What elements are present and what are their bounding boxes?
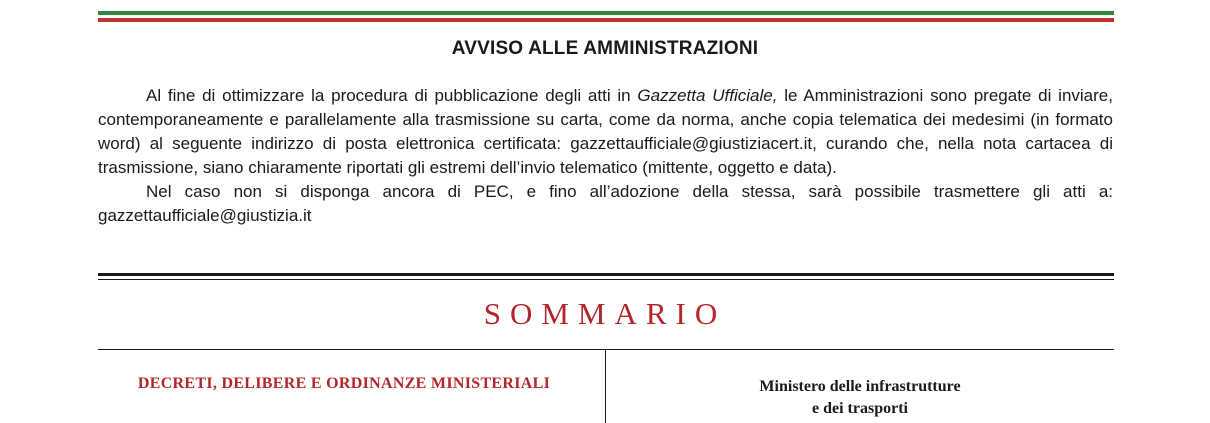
paragraph-2-text: Nel caso non si disponga ancora di PEC, e fino all’adozione della stessa, sarà possibile trasmettere gli atti a: — [146, 182, 1113, 201]
section-heading-ministero — [606, 376, 1114, 420]
section-heading-decreti: DECRETI, DELIBERE E ORDINANZE MINISTERIALI — [137, 375, 551, 392]
notice-body — [98, 84, 1113, 228]
notice-title: AVVISO ALLE AMMINISTRAZIONI — [451, 38, 759, 59]
sommario-divider — [98, 349, 1114, 350]
pec-email-address: gazzettaufficiale@giustiziacert.it — [570, 134, 813, 153]
double-rule-bottom — [98, 279, 1114, 280]
notice-paragraph-1 — [98, 84, 1113, 180]
flag-stripe-green — [98, 11, 1114, 15]
paragraph-1-pre: Al fine di ottimizzare la procedura di pubblicazione degli atti in — [146, 86, 638, 105]
paragraph-1-post: le Amministrazioni sono pregate di inviare, contemporaneamente e parallelamente alla trasmissione su carta, come da norma, anche copia telematica dei medesimi (in formato word) al seguente indirizzo di posta elettronica certificata: — [98, 86, 1113, 153]
paragraph-1-end: , curando che, nella nota cartacea di trasmissione, siano chiaramente riportati gli estremi dell’invio telematico (mittente, oggetto e data). — [98, 134, 1113, 177]
cut-off-header-text — [98, 0, 1114, 7]
flag-stripe-red — [98, 18, 1114, 22]
fallback-email-address: gazzettaufficiale@giustizia.it — [98, 206, 312, 225]
double-rule-top — [98, 273, 1114, 276]
sommario-title: SOMMARIO — [483, 296, 727, 331]
notice-paragraph-2 — [98, 180, 1113, 228]
ministero-line-1: Ministero delle infrastrutture — [759, 378, 961, 395]
gazzetta-ufficiale-italic: Gazzetta Ufficiale, — [637, 86, 778, 105]
ministero-line-2: e dei trasporti — [812, 400, 908, 417]
